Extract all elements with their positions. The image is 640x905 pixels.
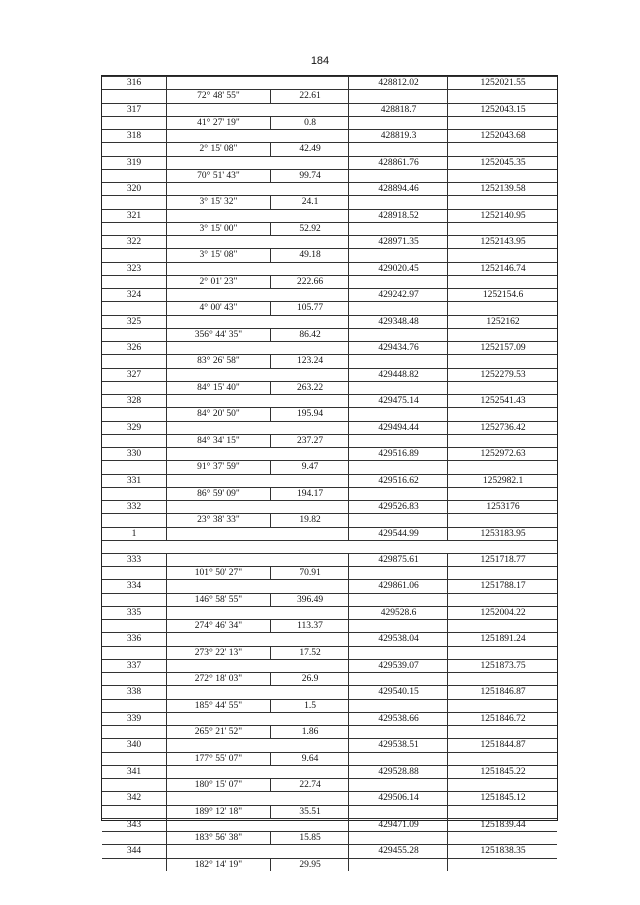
- bearing-angle: 86° 59' 09": [197, 488, 240, 499]
- point-row: [102, 685, 557, 698]
- point-row: [102, 474, 557, 487]
- x-coordinate: 429455.28: [378, 846, 419, 857]
- column-divider: [166, 448, 167, 460]
- bearing-angle: 84° 34' 15": [197, 435, 240, 446]
- y-coordinate: 1251845.12: [480, 793, 526, 804]
- point-number: 336: [126, 634, 142, 645]
- x-coordinate: 429494.44: [378, 422, 419, 433]
- y-coordinate: 1251839.44: [480, 819, 526, 830]
- segment-distance: 17.52: [299, 647, 321, 658]
- x-coordinate: 429539.07: [378, 660, 419, 671]
- bearing-angle: 41° 27' 19": [197, 117, 240, 128]
- x-coordinate: 429544.99: [378, 528, 419, 539]
- column-divider: [166, 554, 167, 566]
- bearing-angle: 84° 20' 50": [197, 409, 240, 420]
- segment-row: [102, 116, 557, 129]
- segment-row: [102, 434, 557, 447]
- x-coordinate: 429526.83: [378, 502, 419, 512]
- point-number: 343: [126, 819, 142, 830]
- point-row: [102, 844, 557, 857]
- y-coordinate: 1251718.77: [480, 554, 526, 565]
- bearing-angle: 72° 48' 55": [197, 91, 240, 102]
- point-row: [102, 209, 557, 222]
- x-coordinate: 429506.14: [378, 793, 419, 804]
- segment-row: [102, 407, 557, 420]
- point-number: 322: [126, 237, 142, 247]
- column-divider: [166, 686, 167, 698]
- column-divider: [166, 183, 167, 195]
- column-divider: [447, 620, 448, 632]
- segment-distance: 222.66: [296, 276, 324, 287]
- segment-row: [102, 513, 557, 526]
- x-coordinate: 429538.66: [378, 713, 419, 724]
- point-number: 332: [126, 502, 142, 512]
- segment-distance: 9.64: [301, 753, 319, 764]
- column-divider: [166, 501, 167, 513]
- point-number: 339: [126, 713, 142, 724]
- column-divider: [447, 276, 448, 288]
- segment-row: [102, 89, 557, 102]
- column-divider: [166, 633, 167, 645]
- segment-distance: 194.17: [296, 488, 324, 499]
- segment-row: [102, 328, 557, 341]
- column-divider: [447, 488, 448, 500]
- bearing-angle: 3° 15' 32": [199, 197, 238, 208]
- coordinates-table: [101, 75, 558, 870]
- y-coordinate: 1252162: [486, 316, 520, 327]
- point-row: [102, 579, 557, 592]
- point-row: [102, 156, 557, 169]
- column-divider: [447, 779, 448, 791]
- point-number: 334: [126, 581, 142, 592]
- point-row: [102, 182, 557, 195]
- segment-distance: 70.91: [299, 568, 321, 578]
- bearing-angle: 273° 22' 13": [194, 647, 243, 658]
- point-number: 323: [126, 263, 142, 274]
- bearing-angle: 83° 26' 58": [197, 356, 240, 367]
- x-coordinate: 429020.45: [378, 263, 419, 274]
- segment-distance: 52.92: [299, 223, 321, 234]
- x-coordinate: 428818.7: [380, 104, 417, 115]
- y-coordinate: 1252541.43: [480, 396, 526, 406]
- segment-distance: 42.49: [299, 144, 321, 155]
- x-coordinate: 429475.14: [378, 396, 419, 406]
- column-divider: [447, 170, 448, 182]
- point-row: [102, 76, 557, 89]
- segment-distance: 1.5: [304, 700, 316, 711]
- column-divider: [447, 594, 448, 606]
- y-coordinate: 1252004.22: [480, 607, 526, 618]
- column-divider: [447, 90, 448, 102]
- column-divider: [166, 528, 167, 540]
- bearing-angle: 146° 58' 55": [194, 594, 243, 605]
- bearing-angle: 4° 00' 43": [199, 303, 238, 314]
- segment-row: [102, 169, 557, 182]
- x-coordinate: 428918.52: [378, 210, 419, 221]
- point-number: 344: [126, 846, 142, 857]
- column-divider: [166, 607, 167, 619]
- column-divider: [166, 766, 167, 778]
- bearing-angle: 356° 44' 35": [194, 329, 243, 340]
- column-divider: [447, 700, 448, 712]
- column-divider: [166, 77, 167, 89]
- point-number: 333: [126, 554, 142, 565]
- point-row: [102, 791, 557, 804]
- y-coordinate: 1252045.35: [480, 157, 526, 168]
- segment-row: [102, 301, 557, 314]
- x-coordinate: 429538.04: [378, 634, 419, 645]
- point-row: [102, 659, 557, 672]
- segment-distance: 15.85: [299, 833, 321, 843]
- point-number: 328: [126, 396, 142, 406]
- column-divider: [166, 792, 167, 804]
- segment-row: [102, 699, 557, 712]
- block-separator-row: [102, 540, 557, 553]
- segment-row: [102, 381, 557, 394]
- x-coordinate: 428894.46: [378, 184, 419, 194]
- point-number: 318: [126, 131, 142, 141]
- bearing-angle: 274° 46' 34": [194, 621, 243, 631]
- segment-distance: 22.61: [299, 91, 321, 102]
- column-divider: [447, 859, 448, 871]
- column-divider: [447, 435, 448, 447]
- x-coordinate: 428861.76: [378, 157, 419, 168]
- point-row: [102, 341, 557, 354]
- segment-row: [102, 778, 557, 791]
- y-coordinate: 1253176: [486, 502, 520, 512]
- bearing-angle: 2° 01' 23": [199, 276, 238, 287]
- point-number: 342: [126, 793, 142, 804]
- column-divider: [166, 422, 167, 434]
- point-row: [102, 712, 557, 725]
- column-divider: [447, 117, 448, 129]
- point-number: 316: [126, 78, 142, 88]
- column-divider: [447, 302, 448, 314]
- point-row: [102, 447, 557, 460]
- point-number: 324: [126, 290, 142, 300]
- segment-row: [102, 460, 557, 473]
- y-coordinate: 1252043.15: [480, 104, 526, 115]
- point-row: [102, 818, 557, 831]
- bearing-angle: 70° 51' 43": [197, 170, 240, 181]
- y-coordinate: 1251873.75: [480, 660, 526, 671]
- x-coordinate: 429348.48: [378, 316, 419, 327]
- point-number: 330: [126, 449, 142, 459]
- bearing-angle: 183° 56' 38": [194, 833, 243, 843]
- point-row: [102, 368, 557, 381]
- x-coordinate: 429434.76: [378, 343, 419, 353]
- segment-row: [102, 354, 557, 367]
- column-divider: [447, 223, 448, 235]
- bearing-angle: 84° 15' 40": [197, 382, 240, 393]
- x-coordinate: 429242.97: [378, 290, 419, 300]
- segment-distance: 19.82: [299, 515, 321, 526]
- segment-distance: 0.8: [304, 117, 316, 128]
- point-number: 321: [126, 210, 142, 221]
- point-row: [102, 421, 557, 434]
- bearing-angle: 189° 12' 18": [194, 806, 243, 817]
- column-divider: [447, 408, 448, 420]
- segment-row: [102, 142, 557, 155]
- column-divider: [166, 263, 167, 275]
- column-divider: [166, 369, 167, 381]
- segment-row: [102, 805, 557, 818]
- segment-distance: 195.94: [296, 409, 324, 420]
- column-divider: [166, 130, 167, 142]
- y-coordinate: 1251891.24: [480, 634, 526, 645]
- y-coordinate: 1252021.55: [480, 78, 526, 88]
- point-number: 327: [126, 369, 142, 380]
- point-row: [102, 288, 557, 301]
- segment-row: [102, 222, 557, 235]
- column-divider: [447, 249, 448, 261]
- column-divider: [447, 806, 448, 818]
- y-coordinate: 1252146.74: [480, 263, 526, 274]
- column-divider: [447, 726, 448, 738]
- segment-row: [102, 752, 557, 765]
- segment-row: [102, 672, 557, 685]
- y-coordinate: 1251845.22: [480, 766, 526, 777]
- segment-distance: 113.37: [297, 621, 323, 631]
- segment-row: [102, 646, 557, 659]
- segment-distance: 9.47: [301, 462, 319, 473]
- point-number: 340: [126, 740, 142, 751]
- bearing-angle: 180° 15' 07": [194, 780, 243, 790]
- segment-row: [102, 858, 557, 871]
- point-row: [102, 262, 557, 275]
- segment-distance: 24.1: [301, 197, 319, 208]
- y-coordinate: 1252139.58: [480, 184, 526, 194]
- point-number: 335: [126, 607, 142, 618]
- column-divider: [447, 461, 448, 473]
- x-coordinate: 429528.6: [380, 607, 417, 618]
- x-coordinate: 429471.09: [378, 819, 419, 830]
- y-coordinate: 1252154.6: [482, 290, 524, 300]
- segment-distance: 237.27: [296, 435, 324, 446]
- column-divider: [166, 236, 167, 248]
- y-coordinate: 1252982.1: [482, 475, 524, 486]
- x-coordinate: 429540.15: [378, 687, 419, 698]
- segment-row: [102, 487, 557, 500]
- point-row: [102, 394, 557, 407]
- column-divider: [166, 660, 167, 672]
- bearing-angle: 182° 14' 19": [194, 859, 243, 870]
- column-divider: [166, 342, 167, 354]
- x-coordinate: 429448.82: [378, 369, 419, 380]
- point-number: 337: [126, 660, 142, 671]
- segment-distance: 22.74: [299, 780, 321, 790]
- column-divider: [166, 104, 167, 116]
- column-divider: [166, 395, 167, 407]
- segment-distance: 86.42: [299, 329, 321, 340]
- x-coordinate: 428971.35: [378, 237, 419, 247]
- point-row: [102, 553, 557, 566]
- point-number: 329: [126, 422, 142, 433]
- column-divider: [166, 210, 167, 222]
- point-number: 326: [126, 343, 142, 353]
- column-divider: [447, 753, 448, 765]
- column-divider: [166, 713, 167, 725]
- y-coordinate: 1252279.53: [480, 369, 526, 380]
- bearing-angle: 272° 18' 03": [194, 674, 243, 684]
- x-coordinate: 429528.88: [378, 766, 419, 777]
- column-divider: [166, 845, 167, 857]
- x-coordinate: 429516.89: [378, 449, 419, 459]
- point-row: [102, 129, 557, 142]
- page-number: 184: [310, 55, 330, 67]
- point-row: [102, 500, 557, 513]
- column-divider: [447, 355, 448, 367]
- y-coordinate: 1252143.95: [480, 237, 526, 247]
- y-coordinate: 1251846.72: [480, 713, 526, 724]
- y-coordinate: 1251838.35: [480, 846, 526, 857]
- bearing-angle: 101° 50' 27": [194, 568, 243, 578]
- y-coordinate: 1252736.42: [480, 422, 526, 433]
- column-divider: [166, 316, 167, 328]
- segment-row: [102, 275, 557, 288]
- point-number: 331: [126, 475, 142, 486]
- x-coordinate: 429538.51: [378, 740, 419, 751]
- segment-row: [102, 831, 557, 844]
- y-coordinate: 1252972.63: [480, 449, 526, 459]
- y-coordinate: 1251846.87: [480, 687, 526, 698]
- point-row: [102, 738, 557, 751]
- column-divider: [447, 329, 448, 341]
- point-number: 325: [126, 316, 142, 327]
- segment-distance: 105.77: [296, 303, 324, 314]
- segment-distance: 1.86: [301, 727, 319, 737]
- column-divider: [447, 673, 448, 685]
- segment-distance: 26.9: [301, 674, 319, 684]
- column-divider: [166, 819, 167, 831]
- point-number: 319: [126, 157, 142, 168]
- point-number: 341: [126, 766, 142, 777]
- y-coordinate: 1251844.87: [480, 740, 526, 751]
- segment-row: [102, 619, 557, 632]
- y-coordinate: 1251788.17: [480, 581, 526, 592]
- segment-row: [102, 566, 557, 579]
- column-divider: [166, 739, 167, 751]
- point-row: [102, 235, 557, 248]
- segment-row: [102, 195, 557, 208]
- column-divider: [166, 580, 167, 592]
- segment-row: [102, 725, 557, 738]
- x-coordinate: 429875.61: [378, 554, 419, 565]
- column-divider: [447, 514, 448, 526]
- point-number: 1: [131, 528, 137, 539]
- point-number: 320: [126, 184, 142, 194]
- column-divider: [447, 832, 448, 844]
- column-divider: [166, 475, 167, 487]
- segment-distance: 35.51: [299, 806, 321, 817]
- column-divider: [447, 143, 448, 155]
- column-divider: [166, 289, 167, 301]
- segment-row: [102, 593, 557, 606]
- segment-distance: 263.22: [296, 382, 324, 393]
- bearing-angle: 185° 44' 55": [194, 700, 243, 711]
- point-row: [102, 632, 557, 645]
- point-row: [102, 527, 557, 540]
- point-row: [102, 315, 557, 328]
- segment-distance: 396.49: [296, 594, 324, 605]
- column-divider: [447, 196, 448, 208]
- point-number: 317: [126, 104, 142, 115]
- point-number: 338: [126, 687, 142, 698]
- bearing-angle: 3° 15' 00": [199, 223, 238, 234]
- x-coordinate: 428812.02: [378, 78, 419, 88]
- column-divider: [166, 157, 167, 169]
- bearing-angle: 3° 15' 08": [199, 250, 238, 261]
- bearing-angle: 2° 15' 08": [199, 144, 238, 155]
- segment-distance: 99.74: [299, 170, 321, 181]
- point-row: [102, 765, 557, 778]
- y-coordinate: 1252140.95: [480, 210, 526, 221]
- x-coordinate: 428819.3: [380, 131, 417, 141]
- segment-distance: 49.18: [299, 250, 321, 261]
- y-coordinate: 1252157.09: [480, 343, 526, 353]
- bearing-angle: 177° 55' 07": [194, 753, 243, 764]
- segment-distance: 123.24: [296, 356, 324, 367]
- segment-distance: 29.95: [299, 859, 321, 870]
- column-divider: [447, 647, 448, 659]
- column-divider: [447, 382, 448, 394]
- point-row: [102, 103, 557, 116]
- x-coordinate: 429516.62: [378, 475, 419, 486]
- y-coordinate: 1252043.68: [480, 131, 526, 141]
- point-row: [102, 606, 557, 619]
- x-coordinate: 429861.06: [378, 581, 419, 592]
- bearing-angle: 91° 37' 59": [197, 462, 240, 473]
- segment-row: [102, 248, 557, 261]
- bearing-angle: 265° 21' 52": [194, 727, 243, 737]
- column-divider: [447, 567, 448, 579]
- y-coordinate: 1253183.95: [480, 528, 526, 539]
- bearing-angle: 23° 38' 33": [197, 515, 240, 526]
